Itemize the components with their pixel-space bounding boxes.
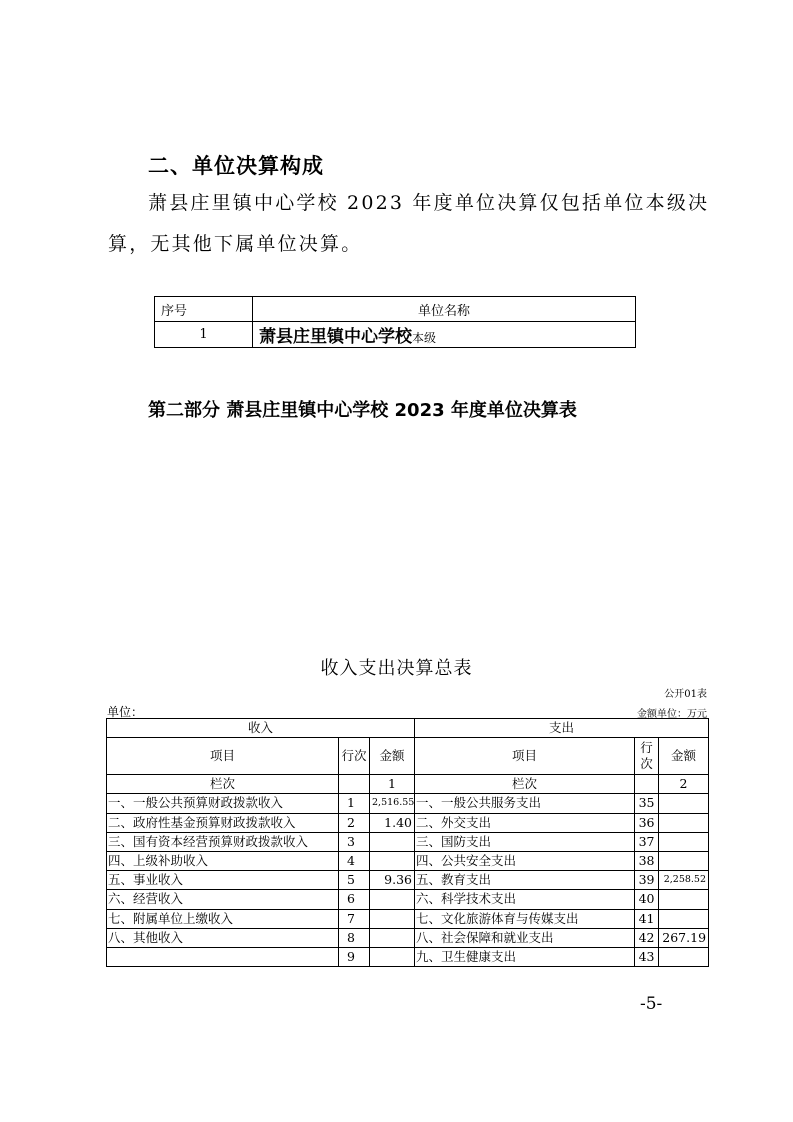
- unit-label: 单位：: [107, 705, 144, 719]
- expense-item: 六、科学技术支出: [415, 890, 635, 909]
- income-row-number: 1: [339, 794, 370, 813]
- unit-name: 萧县庄里镇中心学校: [259, 327, 412, 347]
- income-amount: 2,516.55: [370, 794, 415, 813]
- expense-amount: [659, 947, 709, 966]
- table-column-header-row: [107, 738, 709, 775]
- income-expense-summary-table: [106, 718, 709, 967]
- income-row-header: 行次: [339, 738, 370, 775]
- income-amount: 1.40: [370, 813, 415, 832]
- header-serial: 序号: [155, 297, 253, 322]
- expense-item: 七、文化旅游体育与传媒支出: [415, 909, 635, 928]
- expense-item: 五、教育支出: [415, 871, 635, 890]
- expense-amount: [659, 794, 709, 813]
- expense-row-number: 36: [635, 813, 659, 832]
- expense-header: 支出: [415, 719, 709, 738]
- expense-item: 四、公共安全支出: [415, 851, 635, 870]
- table-lanci-row: [107, 775, 709, 794]
- expense-lanci-label: 栏次: [415, 775, 635, 794]
- part-two-heading: 第二部分 萧县庄里镇中心学校 2023 年度单位决算表: [148, 400, 577, 421]
- unit-list-table: [154, 296, 636, 348]
- form-number: 公开01表: [664, 689, 707, 700]
- income-item: 五、事业收入: [107, 871, 339, 890]
- paragraph-line-1: 萧县庄里镇中心学校 2023 年度单位决算仅包括单位本级决: [148, 192, 710, 214]
- income-amount: [370, 851, 415, 870]
- income-amount: [370, 832, 415, 851]
- expense-lanci-row: [635, 775, 659, 794]
- summary-table-title: 收入支出决算总表: [320, 658, 473, 679]
- income-row-number: 8: [339, 928, 370, 947]
- table-row: [107, 890, 709, 909]
- income-row-number: 3: [339, 832, 370, 851]
- income-amount: [370, 909, 415, 928]
- income-lanci-label: 栏次: [107, 775, 339, 794]
- income-row-number: 9: [339, 947, 370, 966]
- page-number: -5-: [640, 994, 663, 1014]
- table-row: [107, 832, 709, 851]
- table-row: [107, 947, 709, 966]
- income-item: 七、附属单位上缴收入: [107, 909, 339, 928]
- income-item: 二、政府性基金预算财政拨款收入: [107, 813, 339, 832]
- paragraph-line-2: 算，无其他下属单位决算。: [108, 233, 363, 255]
- income-item: [107, 947, 339, 966]
- income-item: 三、国有资本经营预算财政拨款收入: [107, 832, 339, 851]
- expense-amount: 2,258.52: [659, 871, 709, 890]
- table-row: [155, 322, 636, 348]
- income-item: 一、一般公共预算财政拨款收入: [107, 794, 339, 813]
- expense-row-number: 39: [635, 871, 659, 890]
- expense-row-number: 43: [635, 947, 659, 966]
- income-lanci-number: 1: [370, 775, 415, 794]
- table-row: [107, 909, 709, 928]
- income-item: 四、上级补助收入: [107, 851, 339, 870]
- income-row-number: 2: [339, 813, 370, 832]
- table-row: [107, 871, 709, 890]
- expense-item-header: 项目: [415, 738, 635, 775]
- income-row-number: 4: [339, 851, 370, 870]
- expense-amount: [659, 890, 709, 909]
- expense-item: 八、社会保障和就业支出: [415, 928, 635, 947]
- income-row-number: 7: [339, 909, 370, 928]
- income-amount: [370, 890, 415, 909]
- expense-row-number: 35: [635, 794, 659, 813]
- expense-row-number: 42: [635, 928, 659, 947]
- income-header: 收入: [107, 719, 415, 738]
- table-group-header-row: [107, 719, 709, 738]
- income-row-number: 6: [339, 890, 370, 909]
- table-row: [107, 928, 709, 947]
- expense-amount: [659, 832, 709, 851]
- expense-item: 九、卫生健康支出: [415, 947, 635, 966]
- expense-amount: [659, 813, 709, 832]
- expense-item: 三、国防支出: [415, 832, 635, 851]
- expense-row-number: 40: [635, 890, 659, 909]
- expense-item: 一、一般公共服务支出: [415, 794, 635, 813]
- unit-level: 本级: [412, 331, 437, 345]
- expense-item: 二、外交支出: [415, 813, 635, 832]
- expense-amount-header: 金额: [659, 738, 709, 775]
- income-amount: [370, 947, 415, 966]
- expense-row-number: 38: [635, 851, 659, 870]
- amount-unit-label: 金额单位：万元: [637, 709, 707, 720]
- expense-row-number: 37: [635, 832, 659, 851]
- section-heading: 二、单位决算构成: [148, 154, 324, 178]
- income-amount: 9.36: [370, 871, 415, 890]
- income-amount: [370, 928, 415, 947]
- expense-amount: 267.19: [659, 928, 709, 947]
- unit-serial: 1: [155, 322, 253, 348]
- table-row: [107, 851, 709, 870]
- expense-row-header: 行 次: [635, 738, 659, 775]
- expense-amount: [659, 851, 709, 870]
- table-row: [107, 813, 709, 832]
- unit-name-cell: [253, 322, 636, 348]
- income-lanci-row: [339, 775, 370, 794]
- income-amount-header: 金额: [370, 738, 415, 775]
- table-row: [107, 794, 709, 813]
- income-item-header: 项目: [107, 738, 339, 775]
- income-item: 六、经营收入: [107, 890, 339, 909]
- income-row-number: 5: [339, 871, 370, 890]
- header-unit-name: 单位名称: [253, 297, 636, 322]
- expense-amount: [659, 909, 709, 928]
- income-item: 八、其他收入: [107, 928, 339, 947]
- expense-row-number: 41: [635, 909, 659, 928]
- expense-lanci-number: 2: [659, 775, 709, 794]
- unit-table-header-row: [155, 297, 636, 322]
